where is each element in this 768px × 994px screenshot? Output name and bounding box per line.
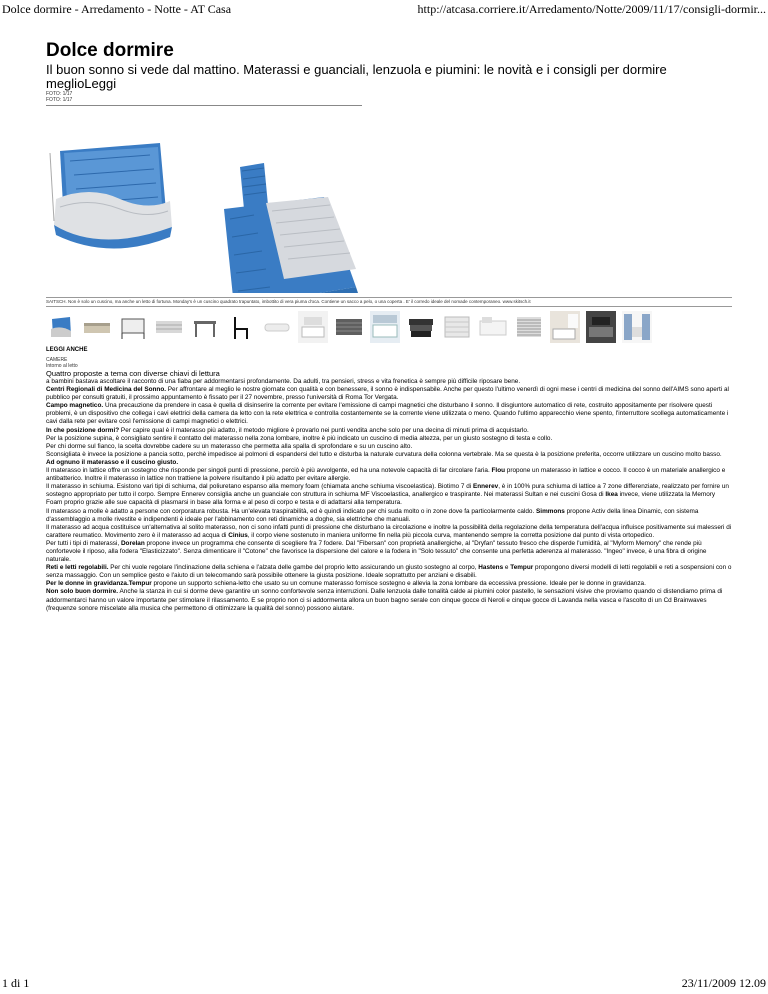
text-run: a bambini bastava ascoltare il racconto di una fiaba per addormentarsi profondamente. Da adulti, tra pensieri, stress e vita frenetica è sempre più difficile riposare bene. (46, 378, 521, 385)
thumbnail[interactable] (586, 311, 616, 343)
article-lead: Quattro proposte a tema con diverse chiavi di lettura (46, 369, 220, 378)
read-more-link[interactable]: Leggi (84, 76, 117, 91)
thumbnail[interactable] (334, 311, 364, 343)
thumbnail[interactable] (622, 311, 652, 343)
photo-caption: SAITSCH. Non è solo un cuscino, ma anche un letto di fortuna. Monday's è un cuscino quadrato trapuntato, imbottito di vera piuma d'oca. Contiene un sacco a pelo, o una coperta . E' il corredo ideale del nomade contemporaneo. www.skitsch.it (46, 297, 732, 307)
bold-run: Campo magnetico. (46, 402, 104, 410)
paragraph (46, 540, 732, 564)
article-body (46, 378, 732, 613)
thumbnail[interactable] (226, 311, 256, 343)
print-datetime: 23/11/2009 12.09 (681, 976, 766, 990)
text-run: propongono diversi modelli di letti regolabili e reti a sospensioni con o senza massaggio. Con un semplice gesto e l'aiuto di un telecomando sarà possibile ottenere la giusta posizione. Ideale soprattutto per anziani e disabili. (46, 564, 732, 580)
page-title: Dolce dormire (46, 40, 174, 61)
text-run: Per chi dorme sul fianco, la scelta dovrebbe cadere su un materasso che permetta alla spalla di sprofondare e su un cuscino alto. (46, 442, 413, 450)
paragraph (46, 427, 732, 435)
photo-counter-secondary: FOTO: 1/17 (46, 97, 73, 103)
paragraph (46, 580, 732, 588)
divider (46, 105, 362, 106)
thumbnail[interactable] (370, 311, 400, 343)
thumbnail[interactable] (442, 311, 472, 343)
text-run: Il materasso a molle è adatto a persone con corporatura robusta. Ha un'elevata traspirabilità, ed è quindi indicato per chi suda molto o in zone dove fa particolarmente caldo. (46, 507, 537, 515)
paragraph (46, 451, 732, 459)
bold-run: Dorelan (120, 539, 145, 547)
print-header-title: Dolce dormire - Arredamento - Notte - AT Casa (2, 2, 232, 16)
thumbnail[interactable] (190, 311, 220, 343)
thumbnail[interactable] (154, 311, 184, 343)
thumbnail[interactable] (262, 311, 292, 343)
thumbnail[interactable] (478, 311, 508, 343)
photo-counter: FOTO: 1/17 (46, 91, 73, 97)
text-run: Per la posizione supina, è consigliato sentire il contatto del materasso nella zona lombare, inoltre è più indicato un cuscino di media altezza, per un giusto sostegno di testa e collo. (46, 434, 553, 442)
text-run: , è in 100% pura schiuma di lattice a 7 zone differenziate, realizzato per fornire un sostegno appropriato per tutto il corpo. Sempre Ennerev consiglia anche un guanciale con struttura in schiuma MF Viscoelastica, anallergico e traspirante. Nei materassi Sultan e nei cuscini Gosa di (46, 483, 729, 499)
paragraph (46, 483, 732, 507)
text-run: Anche la stanza in cui si dorme deve garantire un sonno confortevole senza interruzioni. Dalle lenzuola dalle tonalità calde ai piumini color pastello, le sensazioni visive che proviamo quando ci distendiamo prima di addormentarci hanno un valore importante per stimolare il rilassamento. E se proprio non ci si addormenta allora un buon bagno serale con cinque gocce di Neroli e cinque gocce di Lavanda nella vasca e l'ascolto di un Cd Brainwaves (frequenze sonore miscelate alla musica che permettono di ottimizzare la qualità del sonno) possono aiutare. (46, 588, 723, 612)
bold-run: Non solo buon dormire. (46, 588, 119, 596)
bold-run: Cinius (228, 531, 248, 539)
print-header (2, 2, 766, 18)
article-subtitle (46, 63, 732, 91)
thumbnail[interactable] (406, 311, 436, 343)
related-category[interactable]: CAMERE (46, 357, 68, 363)
text-run: Sconsigliata è invece la posizione a pancia sotto, perchè impedisce ai polmoni di espandersi del tutto e disturba la naturale curvatura della colonna vertebrale. Ma se questa è la posizione preferita, occorre utilizzare un cuscino molto basso. (46, 450, 722, 458)
bold-run: Ikea (605, 491, 618, 499)
article (46, 40, 732, 613)
text-run: Il materasso in schiuma. Esistono vari tipi di schiuma, dal poliuretano espanso alla memory foam (chiamata anche schiuma viscoelastica). Biotimo 7 di (46, 483, 473, 491)
paragraph (46, 402, 732, 426)
text-run: propone invece un programma che consente di scegliere fra 7 fodere. Dal "Fibersan" con proprietà anallergiche, al "Dryfan" tessuto fresco che disperde l'umidità, al "Myform Memory" che rende più confortevole il riposo, alla fodera "Elasticizzato". Senza dimenticare il "Cotone" che favorisce la dispersione del calore e la fodera in "Solo tessuto" che consente una perfetta aderenza al materasso. "Ingeo" invece, è una fibra di origine naturale. (46, 539, 707, 564)
bold-run: Simmons (536, 507, 565, 515)
page-number: 1 di 1 (2, 976, 30, 990)
text-run: propone Activ della linea Dinamic, con sistema d'assemblaggio a molle rivestite e indipendenti è ideale per l'abbinamento con reti dinamiche a doghe, sia elettriche che manuali. (46, 507, 699, 523)
subtitle-text: Il buon sonno si vede dal mattino. Materassi e guanciali, lenzuola e piumini: le novità e i consigli per dormire meglio (46, 62, 667, 91)
product-photo-pillow-sleeping-bag (46, 107, 646, 293)
thumbnail[interactable] (550, 311, 580, 343)
related-link[interactable]: Intorno al letto (46, 363, 78, 369)
thumbnail[interactable] (82, 311, 112, 343)
thumbnail[interactable] (514, 311, 544, 343)
gallery-main-image[interactable] (46, 107, 646, 293)
print-header-url[interactable]: http://atcasa.corriere.it/Arredamento/Notte/2009/11/17/consigli-dormir... (417, 2, 766, 16)
thumbnail[interactable] (46, 311, 76, 343)
thumbnail[interactable] (298, 311, 328, 343)
text-run: Il materasso ad acqua costituisce un'alternativa al solito materasso, non ci sono infatti punti di pressione che disturbano la circolazione e inoltre la possibilità della regolazione della temperatura dell'acqua influisce positivamente sui malesseri di carattere reumatico. Movimento zero è il materasso ad acqua di (46, 523, 732, 539)
related-heading: LEGGI ANCHE (46, 347, 88, 353)
print-footer (2, 976, 766, 992)
bold-run: Hastens (478, 564, 504, 572)
paragraph (46, 467, 732, 483)
bold-run: Centri Regionali di Medicina del Sonno. (46, 386, 167, 394)
text-run: Per affrontare al meglio le nostre giornate con qualità e con benessere, il sonno è indispensabile. Anche per questo l'ultimo venerdì di ogni mese i centri di medicina del sonno dell'AIMS sono aperti al pubblico per consulti gratuiti, il prossimo appuntamento è fissato per il 27 novembre, presso l'università di Roma Tor Vergata. (46, 386, 729, 402)
text-run: propone un materasso in lattice e cocco. Il cocco è un materiale anallergico e antibatterico. Inoltre il materasso in lattice non trattiene la polvere risultando il più adatto per evitare allergie. (46, 467, 726, 483)
bold-run: Reti e letti regolabili. (46, 564, 109, 572)
thumbnail-strip (46, 311, 732, 343)
text-run: e (503, 564, 511, 572)
text-run: Per capire qual è il materasso più adatto, il metodo migliore è provarlo nei punti vendita anche solo per una decina di minuti prima di acquistarlo. (119, 426, 529, 434)
bold-run: Ennerev (472, 483, 499, 491)
bold-run: Ad ognuno il materasso e il cuscino giusto. (46, 458, 179, 466)
paragraph (46, 443, 732, 451)
paragraph (46, 588, 732, 612)
text-run: Il materasso in lattice offre un sostegno che risponde per singoli punti di pressione, perciò è più avvolgente, ed ha una notevole capacità di far circolare l'aria. (46, 467, 492, 475)
text-run: Per tutti i tipi di materassi, (46, 539, 121, 547)
text-run: Una precauzione da prendere in casa è quella di disinserire la corrente per evitare l'emissione di campi magnetici che disturbano il sonno. Il disgiuntore automatico di rete, costruito appositamente per risolvere questi problemi, è un dispositivo che collega i cavi elettrici della camera da letto con la rete elettrica e controlla costantemente se la corrente viene utilizzata o meno. Quando l'ultimo apparecchio viene spento, l'interruttore scollega automaticamente i cavi dalla rete per evitare così l'emissione di campi magnetici o elettrici. (46, 402, 729, 426)
text-run: , il corpo viene sostenuto in maniera uniforme fin nella più piccola curva, mantenendo sempre la corretta posizione dal punto di vista ortopedico. (247, 531, 655, 539)
text-run: invece, viene utilizzata la Memory Foam proprio grazie alle sue capacità di plasmarsi in base alla forma e al peso di corpo e testa e di adattarsi alla temperatura. (46, 491, 716, 507)
bold-run: In che posizione dormi? (46, 426, 120, 434)
paragraph (46, 459, 732, 467)
text-run: Per chi vuole regolare l'inclinazione della schiena e l'alzata delle gambe del proprio letto assicurando un giusto sostegno al corpo, (108, 564, 479, 572)
text-run: propone un supporto schiena-letto che usato su un comune materasso fornisce sostegno e allevia la zona lombare da eccessiva pressione. Ideale per le donne in gravidanza. (151, 580, 646, 588)
paragraph (46, 435, 732, 443)
thumbnail[interactable] (118, 311, 148, 343)
paragraph (46, 524, 732, 540)
paragraph (46, 508, 732, 524)
bold-run: Tempur (510, 564, 534, 572)
bold-run: Per le donne in gravidanza.Tempur (46, 580, 152, 588)
paragraph (46, 378, 732, 386)
bold-run: Flou (491, 467, 506, 475)
paragraph (46, 564, 732, 580)
paragraph (46, 386, 732, 402)
